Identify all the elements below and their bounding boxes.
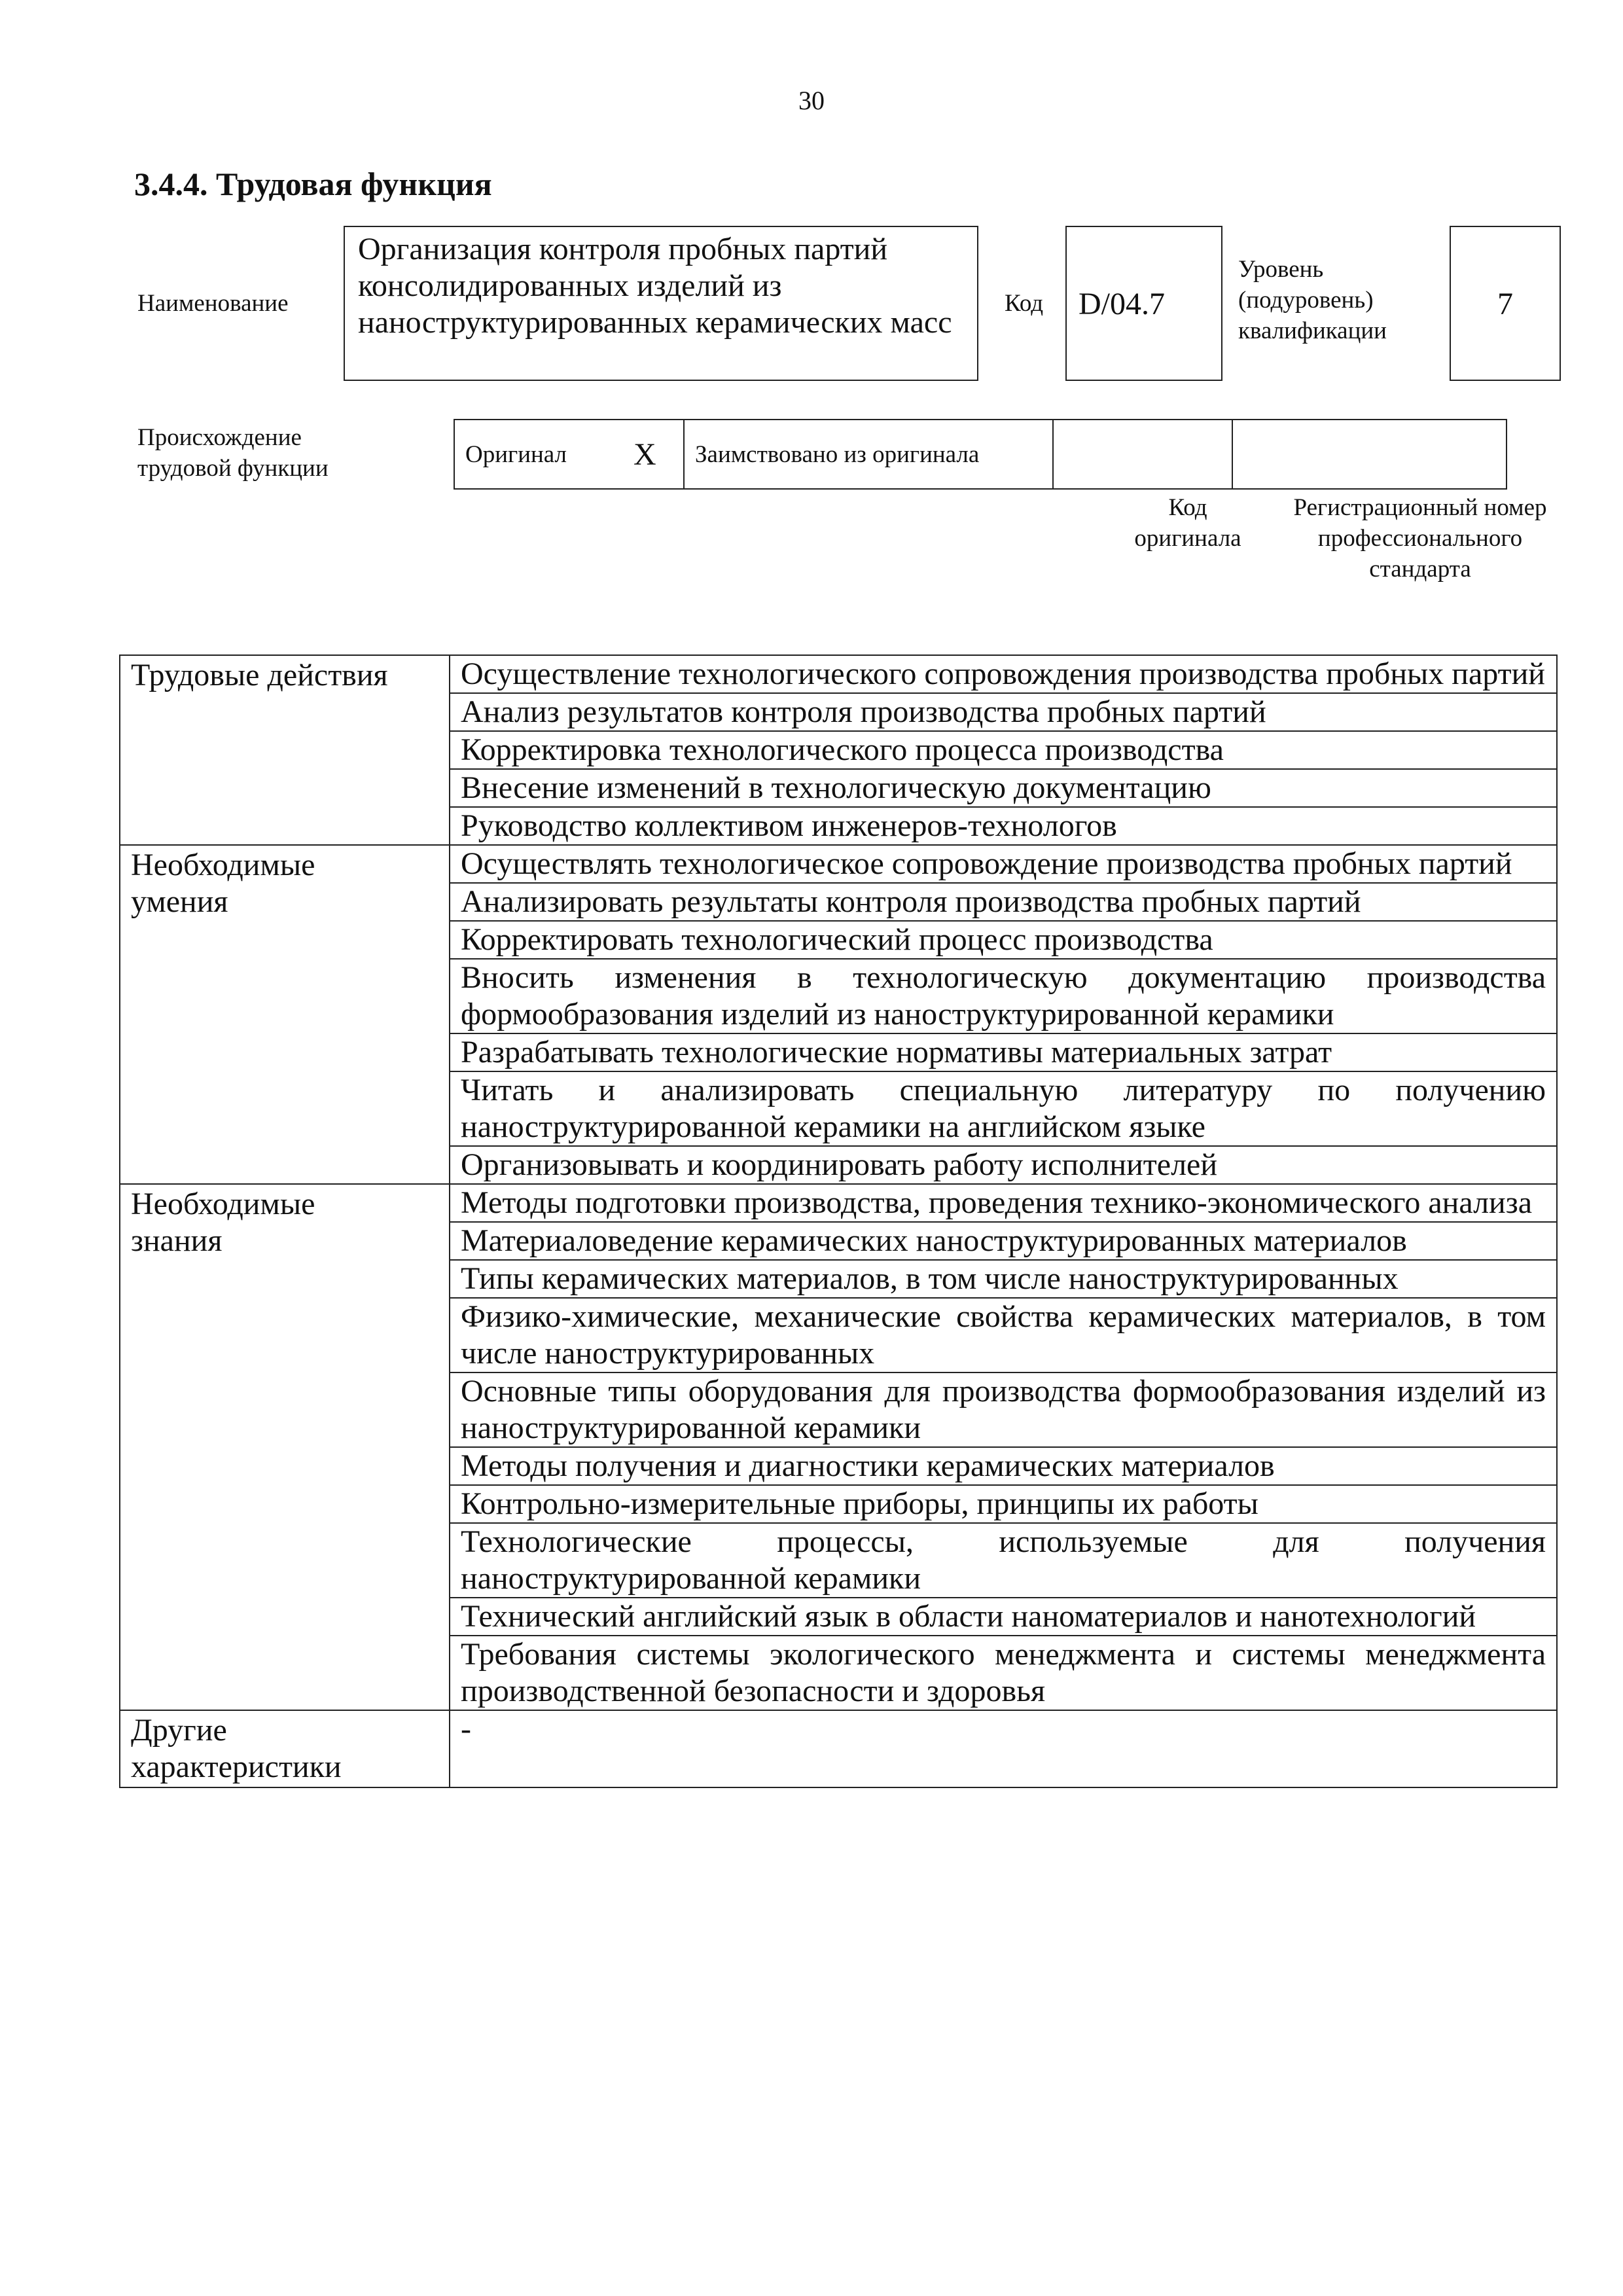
- knowledge-item: Основные типы оборудования для производства формообразования изделий из наноструктурированной керамики: [450, 1372, 1557, 1447]
- name-label: Наименование: [137, 290, 289, 317]
- knowledge-item: Типы керамических материалов, в том числе наноструктурированных: [450, 1260, 1557, 1298]
- level-label: Уровень (подуровень) квалификации: [1238, 256, 1387, 344]
- knowledge-label: [120, 1184, 450, 1710]
- skill-item: Корректировать технологический процесс производства: [450, 921, 1557, 959]
- original-label: Оригинал: [454, 420, 623, 489]
- origin-table: [454, 419, 1507, 490]
- table-row: [120, 1184, 1557, 1222]
- reg-number-caption: Регистрационный номер профессионального стандарта: [1293, 494, 1547, 583]
- original-mark: X: [623, 420, 684, 489]
- labor-action-item: Корректировка технологического процесса производства: [450, 731, 1557, 769]
- knowledge-item: Методы получения и диагностики керамических материалов: [450, 1447, 1557, 1485]
- skill-item: Организовывать и координировать работу исполнителей: [450, 1146, 1557, 1184]
- knowledge-item: Методы подготовки производства, проведения технико-экономического анализа: [450, 1184, 1557, 1222]
- reg-number-cell: [1232, 420, 1507, 489]
- knowledge-item: Технологические процессы, используемые для получения наноструктурированной керамики: [450, 1523, 1557, 1598]
- knowledge-item: Требования системы экологического менеджмента и системы менеджмента производственной безопасности и здоровья: [450, 1636, 1557, 1710]
- table-row: [120, 655, 1557, 693]
- labor-action-item: Руководство коллективом инженеров-технологов: [450, 807, 1557, 845]
- labor-action-item: Внесение изменений в технологическую документацию: [450, 769, 1557, 807]
- table-row: [120, 1710, 1557, 1787]
- labor-actions-label: Трудовые действия: [120, 655, 450, 845]
- page-number: 30: [798, 86, 825, 115]
- knowledge-label-text: Необходимые знания: [131, 1187, 315, 1258]
- origin-label: Происхождение трудовой функции: [137, 424, 329, 482]
- skill-item: Разрабатывать технологические нормативы материальных затрат: [450, 1033, 1557, 1071]
- knowledge-item: Материаловедение керамических наноструктурированных материалов: [450, 1222, 1557, 1260]
- labor-action-item: Анализ результатов контроля производства пробных партий: [450, 693, 1557, 731]
- borrowed-label: Заимствовано из оригинала: [684, 420, 1053, 489]
- level-value: 7: [1497, 287, 1513, 321]
- labor-action-item: Осуществление технологического сопровождения производства пробных партий: [450, 655, 1557, 693]
- code-value: D/04.7: [1079, 287, 1165, 321]
- table-row: [120, 845, 1557, 883]
- skill-item: Анализировать результаты контроля производства пробных партий: [450, 883, 1557, 921]
- level-box: [1450, 226, 1561, 381]
- skills-label: [120, 845, 450, 1184]
- code-label: Код: [1005, 290, 1044, 317]
- knowledge-item: Физико-химические, механические свойства керамических материалов, в том числе наноструктурированных: [450, 1298, 1557, 1372]
- section-title: 3.4.4. Трудовая функция: [134, 166, 492, 202]
- other-value: -: [450, 1710, 1557, 1787]
- function-details-table: [119, 655, 1558, 1788]
- skill-item: Читать и анализировать специальную литературу по получению наноструктурированной керамики на английском языке: [450, 1071, 1557, 1146]
- code-original-cell: [1053, 420, 1232, 489]
- skill-item: Вносить изменения в технологическую документацию производства формообразования изделий из наноструктурированной керамики: [450, 959, 1557, 1033]
- code-original-caption: Код оригинала: [1134, 494, 1241, 552]
- knowledge-item: Контрольно-измерительные приборы, принципы их работы: [450, 1485, 1557, 1523]
- other-label: Другие характеристики: [120, 1710, 450, 1787]
- function-name-box: [344, 226, 978, 381]
- skills-label-text: Необходимые умения: [131, 848, 315, 919]
- knowledge-item: Технический английский язык в области наноматериалов и нанотехнологий: [450, 1598, 1557, 1636]
- code-box: [1065, 226, 1222, 381]
- function-name-value: Организация контроля пробных партий консолидированных изделий из наноструктурированных керамических масс: [358, 232, 952, 340]
- skill-item: Осуществлять технологическое сопровождение производства пробных партий: [450, 845, 1557, 883]
